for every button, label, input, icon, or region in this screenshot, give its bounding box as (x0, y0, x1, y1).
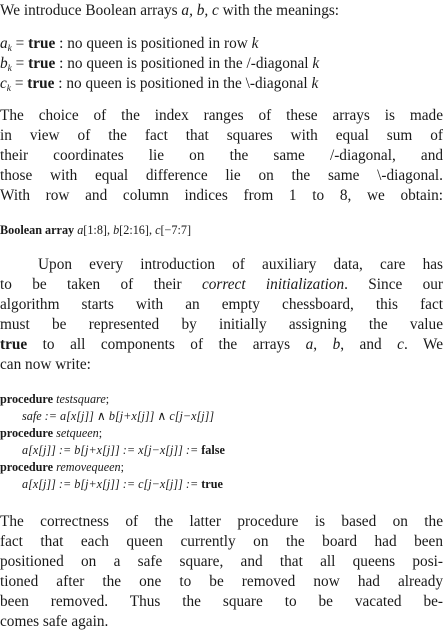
meaning-kw: true (28, 35, 56, 52)
meaning-text: : no queen is positioned in the \-diagonal (54, 75, 312, 92)
para3-line: fact that each queen currently on the board had been (0, 533, 443, 550)
array-declaration (0, 222, 191, 238)
decl-a-range: [1:8], (83, 223, 114, 237)
code-body-text: a[x[j]] := b[j+x[j]] := c[j−x[j]] := (22, 477, 202, 491)
code-proc-name: setqueen (56, 426, 99, 440)
code-line-proc-setqueen (0, 425, 102, 441)
para2-emphasis: correct initialization (201, 276, 345, 293)
code-line-body (22, 442, 225, 458)
intro-post: with the meanings: (218, 2, 340, 19)
para2-text: . Since our (344, 276, 444, 293)
para3-line: tioned after the one to be removed now had already (0, 573, 443, 590)
meaning-row-c (0, 74, 318, 99)
code-line-body: safe := a[x[j]] ∧ b[j+x[j]] ∧ c[j−x[j]] (22, 409, 215, 423)
para1-line: those with equal difference lie on the same \-diagonal. (0, 167, 443, 184)
para2-text: , (313, 336, 333, 353)
code-body-text: a[x[j]] := b[j+x[j]] := x[j−x[j]] := (22, 443, 202, 457)
para2-line (0, 275, 443, 295)
intro-line (0, 1, 339, 21)
code-proc-name: testsquare (56, 392, 106, 406)
para2-text: , and (340, 336, 398, 353)
meaning-eq: = (11, 35, 29, 52)
decl-keyword: Boolean array (0, 223, 78, 237)
para1-line: their coordinates lie on the same /-diagonal, and (0, 147, 443, 164)
meaning-eq: = (11, 55, 29, 72)
code-line-proc-testsquare (0, 391, 109, 407)
para1-line: With row and column indices from 1 to 8, we obtain: (0, 187, 443, 204)
meaning-eq: = (11, 75, 28, 92)
code-bool-value: true (201, 477, 223, 491)
meaning-var: b (0, 55, 8, 72)
decl-c-range: [−7:7] (160, 223, 192, 237)
para2-keyword: true (0, 336, 28, 353)
meaning-tail: k (311, 75, 319, 92)
meaning-sub: k (7, 44, 12, 55)
intro-vars: a, b, c (181, 2, 219, 19)
meaning-kw: true (28, 55, 56, 72)
intro-pre: We introduce Boolean arrays (0, 2, 182, 19)
code-punct: ; (98, 426, 103, 440)
decl-b: b (113, 223, 120, 237)
code-punct: ; (120, 460, 124, 474)
para1-line: in view of the fact that squares with equal sum of (0, 127, 443, 144)
para2-var: a (305, 336, 314, 353)
para3-line: been removed. Thus the square to be vacated be- (0, 593, 443, 610)
para3-line: comes safe again. (0, 613, 109, 630)
decl-c: c (155, 223, 161, 237)
decl-b-range: [2:16], (119, 223, 156, 237)
meaning-var: c (0, 75, 7, 92)
code-bool-value: false (201, 443, 225, 457)
para2-line: algorithm starts with an empty chessboard, this fact (0, 296, 443, 313)
para1-line: The choice of the index ranges of these arrays is made (0, 107, 443, 124)
code-line-proc-removequeen (0, 459, 124, 475)
para2-line: Upon every introduction of auxiliary data, care has (38, 256, 443, 273)
meaning-var: a (0, 35, 8, 52)
meaning-sub: k (7, 64, 12, 75)
para3-line: positioned on a safe square, and that all queens posi- (0, 553, 443, 570)
para2-var: b (332, 336, 341, 353)
para2-var: c (397, 336, 404, 353)
para2-text: . We (403, 336, 444, 353)
para2-line: can now write: (0, 356, 91, 373)
para2-text: to be taken of their (0, 276, 202, 293)
meaning-text: : no queen is positioned in row (55, 35, 252, 52)
para2-text: to all components of the arrays (27, 336, 306, 353)
code-keyword: procedure (0, 392, 57, 406)
para3-line: The correctness of the latter procedure is based on the (0, 513, 443, 530)
para2-line (0, 335, 443, 355)
code-proc-name: removequeen (56, 460, 121, 474)
code-keyword: procedure (0, 460, 57, 474)
decl-a: a (77, 223, 84, 237)
meaning-kw: true (27, 75, 55, 92)
code-line-body (22, 476, 223, 492)
code-punct: ; (105, 392, 110, 406)
meaning-sub: k (6, 84, 11, 95)
meaning-tail: k (312, 55, 320, 72)
code-keyword: procedure (0, 426, 57, 440)
para2-line: must be represented by initially assigning the value (0, 316, 443, 333)
meaning-text: : no queen is positioned in the /-diagonal (55, 55, 313, 72)
meaning-tail: k (251, 35, 259, 52)
